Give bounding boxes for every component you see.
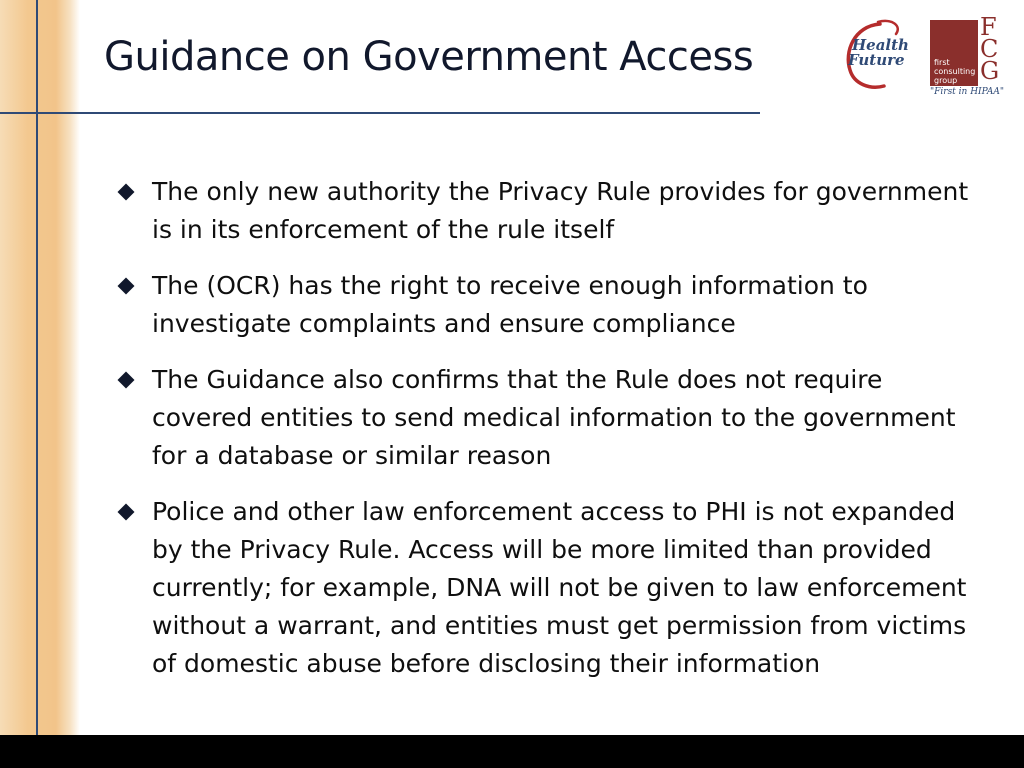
- diamond-bullet-icon: [118, 504, 135, 521]
- diamond-bullet-icon: [118, 278, 135, 295]
- fcg-letters: [980, 13, 1000, 85]
- bullet-text: The Guidance also confirms that the Rule does not require covered entities to send medical information to the government for a database or similar reason: [152, 365, 956, 470]
- bullet-list: [118, 173, 978, 701]
- fcg-letter-g: G: [980, 57, 1000, 85]
- health-future-line1: Health: [852, 36, 909, 54]
- bullet-text: The (OCR) has the right to receive enough information to investigate complaints and ensure compliance: [152, 271, 868, 338]
- health-future-line2: Future: [848, 51, 905, 69]
- bottom-bar: [0, 735, 1024, 768]
- fcg-logo-box: [930, 20, 978, 86]
- bullet-item: [118, 267, 978, 343]
- health-future-wordmark: [848, 36, 909, 69]
- bullet-text: Police and other law enforcement access to PHI is not expanded by the Privacy Rule. Access will be more limited than provided currently; for example, DNA will not be given to law enforcement without a warrant, and entities must get permission from victims of domestic abuse before disclosing their information: [152, 497, 967, 678]
- bullet-item: [118, 173, 978, 249]
- health-future-logo: [840, 18, 922, 94]
- fcg-box-line1: first: [934, 58, 950, 67]
- slide-title: Guidance on Government Access: [104, 34, 754, 80]
- fcg-tagline: "First in HIPAA": [930, 87, 1004, 97]
- bullet-item: [118, 493, 978, 683]
- fcg-box-line3: group: [934, 76, 958, 85]
- decorative-stripe: [0, 0, 80, 735]
- fcg-letter-f: F: [980, 13, 997, 41]
- bullet-text: The only new authority the Privacy Rule provides for government is in its enforcement of the rule itself: [152, 177, 969, 244]
- fcg-letter-c: C: [980, 35, 999, 63]
- fcg-logo: [930, 13, 1010, 100]
- diamond-bullet-icon: [118, 184, 135, 201]
- bullet-item: [118, 361, 978, 475]
- diamond-bullet-icon: [118, 372, 135, 389]
- fcg-box-line2: consulting: [934, 67, 976, 76]
- title-underline: [0, 112, 760, 114]
